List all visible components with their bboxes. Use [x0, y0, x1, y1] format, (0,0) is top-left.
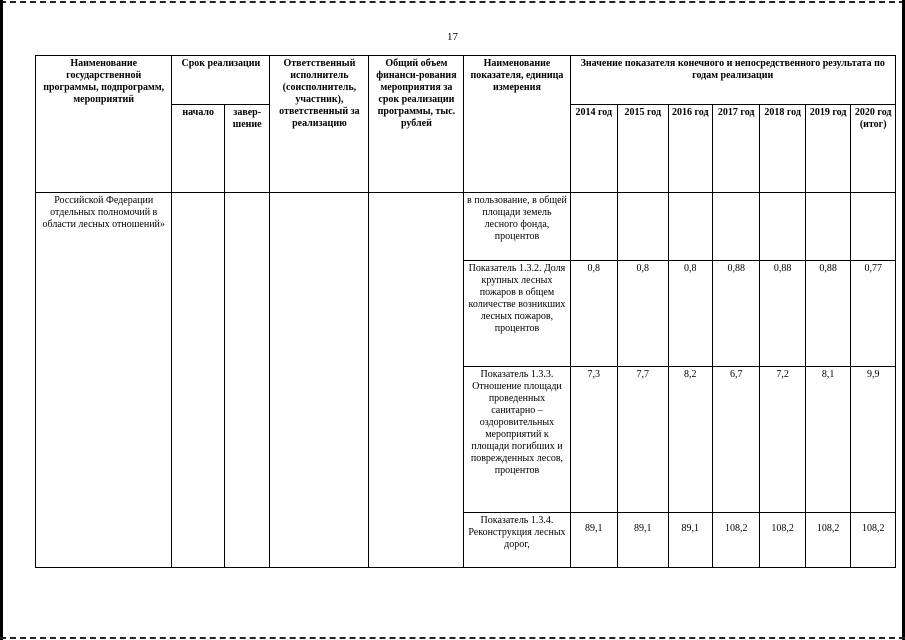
value-cell: 0,8	[617, 261, 668, 367]
value-cell	[617, 193, 668, 261]
value-cell	[668, 193, 712, 261]
value-cell: 7,2	[760, 367, 805, 513]
header-end: завер-шение	[224, 105, 269, 193]
value-cell: 0,8	[570, 261, 617, 367]
value-cell: 0,77	[851, 261, 896, 367]
indicator-cell: в пользование, в общей площади земель лесного фонда, процентов	[464, 193, 570, 261]
value-cell: 0,88	[805, 261, 850, 367]
value-cell	[851, 193, 896, 261]
value-cell: 108,2	[805, 513, 850, 568]
value-cell: 0,88	[760, 261, 805, 367]
scan-border-top	[0, 1, 905, 3]
value-cell: 108,2	[851, 513, 896, 568]
scan-border-bottom	[0, 637, 905, 639]
end-cell	[224, 193, 269, 568]
header-year-2017: 2017 год	[712, 105, 759, 193]
value-cell	[760, 193, 805, 261]
value-cell: 8,1	[805, 367, 850, 513]
executor-cell	[270, 193, 369, 568]
value-cell: 108,2	[712, 513, 759, 568]
header-volume: Общий объем финанси-рования мероприятия за срок реализации программы, тыс. рублей	[369, 56, 464, 193]
header-year-2020: 2020 год (итог)	[851, 105, 896, 193]
header-year-2019: 2019 год	[805, 105, 850, 193]
header-values-group: Значение показателя конечного и непосредственного результата по годам реализации	[570, 56, 896, 105]
indicator-cell: Показатель 1.3.3. Отношение площади проведенных санитарно – оздоровительных мероприятий к площади погибших и поврежденных лесов, процентов	[464, 367, 570, 513]
volume-cell	[369, 193, 464, 568]
page-number: 17	[447, 31, 458, 43]
value-cell: 108,2	[760, 513, 805, 568]
header-year-2018: 2018 год	[760, 105, 805, 193]
header-indicator: Наименование показателя, единица измерения	[464, 56, 570, 193]
header-year-2016: 2016 год	[668, 105, 712, 193]
value-cell: 6,7	[712, 367, 759, 513]
indicator-cell: Показатель 1.3.2. Доля крупных лесных пожаров в общем количестве возникших лесных пожаров, процентов	[464, 261, 570, 367]
value-cell: 7,3	[570, 367, 617, 513]
header-executor: Ответственный исполнитель (соисполнитель, участник), ответственный за реализацию	[270, 56, 369, 193]
header-program: Наименование государственной программы, подпрограмм, мероприятий	[36, 56, 172, 193]
value-cell: 89,1	[668, 513, 712, 568]
value-cell: 8,2	[668, 367, 712, 513]
value-cell: 89,1	[617, 513, 668, 568]
value-cell: 9,9	[851, 367, 896, 513]
value-cell: 0,8	[668, 261, 712, 367]
start-cell	[172, 193, 225, 568]
value-cell: 7,7	[617, 367, 668, 513]
program-cell: Российской Федерации отдельных полномочий в области лесных отношений»	[36, 193, 172, 568]
indicator-cell: Показатель 1.3.4. Реконструкция лесных дорог,	[464, 513, 570, 568]
header-year-2015: 2015 год	[617, 105, 668, 193]
value-cell	[570, 193, 617, 261]
header-year-2014: 2014 год	[570, 105, 617, 193]
header-start: начало	[172, 105, 225, 193]
value-cell: 89,1	[570, 513, 617, 568]
value-cell	[805, 193, 850, 261]
scan-border-left	[0, 0, 3, 640]
header-term: Срок реализации	[172, 56, 270, 105]
value-cell	[712, 193, 759, 261]
indicators-table	[35, 55, 896, 568]
value-cell: 0,88	[712, 261, 759, 367]
